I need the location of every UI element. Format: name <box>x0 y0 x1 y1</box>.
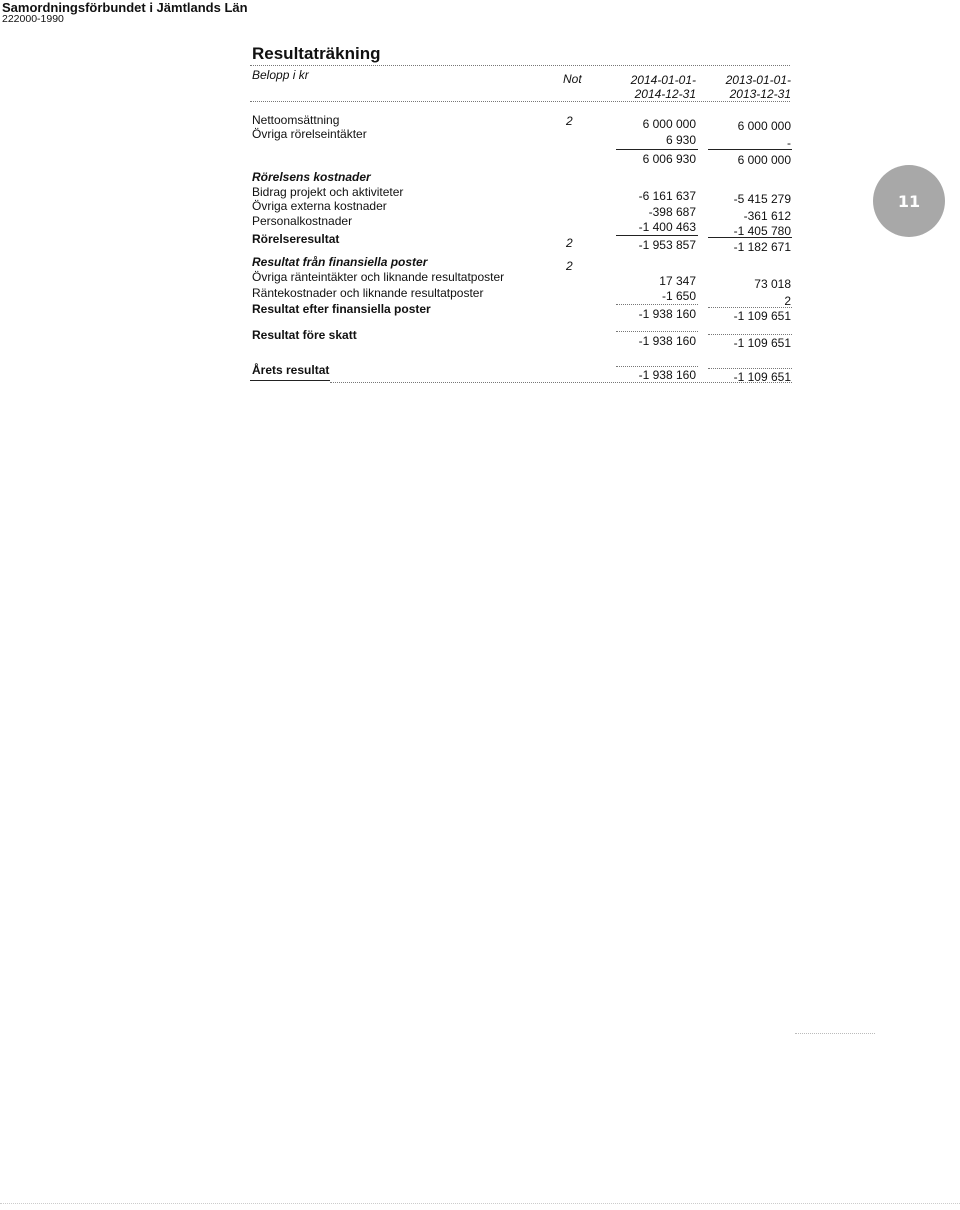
after-financial-label: Resultat efter finansiella poster <box>252 302 431 316</box>
financial-items-note: 2 <box>566 259 573 273</box>
page-title: Resultaträkning <box>252 44 381 63</box>
period-current-end: 2014-12-31 <box>634 87 696 101</box>
project-grants-current: -6 161 637 <box>638 189 696 203</box>
interest-expense-current: -1 650 <box>661 289 696 303</box>
operating-result-label: Rörelseresultat <box>252 232 340 246</box>
net-result-rule-current <box>616 366 698 367</box>
interest-expense-prior: 2 <box>784 294 791 308</box>
page-number-badge: 11 <box>873 165 945 237</box>
interest-income-current: 17 347 <box>659 274 696 288</box>
before-tax-rule-current <box>616 331 698 332</box>
interest-expense-label: Räntekostnader och liknande resultatposter <box>252 286 484 300</box>
net-sales-current: 6 000 000 <box>642 117 696 131</box>
net-result-label-underline <box>250 380 330 381</box>
project-grants-label: Bidrag projekt och aktiviteter <box>252 185 404 199</box>
before-tax-prior: -1 109 651 <box>733 336 791 350</box>
personnel-costs-current: -1 400 463 <box>638 220 696 234</box>
note-column-header: Not <box>563 72 582 86</box>
interest-income-label: Övriga ränteintäkter och liknande resultatposter <box>252 270 505 284</box>
operating-costs-heading: Rörelsens kostnader <box>252 170 371 184</box>
financial-sum-rule-current <box>616 304 698 305</box>
personnel-costs-prior: -1 405 780 <box>733 224 791 238</box>
revenue-total-current: 6 006 930 <box>642 152 696 166</box>
financial-items-heading: Resultat från finansiella poster <box>252 255 428 269</box>
net-sales-label: Nettoomsättning <box>252 113 340 127</box>
organization-name: Samordningsförbundet i Jämtlands Län <box>2 0 248 15</box>
operating-sum-rule-prior <box>708 237 792 238</box>
after-financial-prior: -1 109 651 <box>733 309 791 323</box>
before-tax-label: Resultat före skatt <box>252 328 357 342</box>
period-prior-end: 2013-12-31 <box>729 87 791 101</box>
net-sales-note: 2 <box>566 114 573 128</box>
revenue-sum-rule-prior <box>708 149 792 150</box>
title-underline <box>250 65 790 66</box>
net-result-current: -1 938 160 <box>638 368 696 382</box>
other-income-prior: - <box>787 136 791 150</box>
project-grants-prior: -5 415 279 <box>733 192 791 206</box>
net-result-rule-prior <box>708 368 792 369</box>
header-divider <box>250 101 790 102</box>
revenue-sum-rule-current <box>616 149 698 150</box>
operating-result-note: 2 <box>566 236 573 250</box>
net-sales-prior: 6 000 000 <box>737 119 791 133</box>
external-costs-current: -398 687 <box>648 205 696 219</box>
bottom-divider <box>330 382 792 383</box>
after-financial-current: -1 938 160 <box>638 307 696 321</box>
revenue-total-prior: 6 000 000 <box>737 153 791 167</box>
page-edge-line <box>0 1203 960 1204</box>
financial-sum-rule-prior <box>708 307 792 308</box>
other-income-current: 6 930 <box>665 133 696 147</box>
operating-result-current: -1 953 857 <box>638 238 696 252</box>
period-current-start: 2014-01-01- <box>630 73 696 87</box>
period-prior-start: 2013-01-01- <box>725 73 791 87</box>
operating-result-prior: -1 182 671 <box>733 240 791 254</box>
before-tax-current: -1 938 160 <box>638 334 696 348</box>
unit-label: Belopp i kr <box>252 68 309 82</box>
organization-number: 222000-1990 <box>2 13 64 25</box>
net-result-label: Årets resultat <box>252 363 330 377</box>
external-costs-prior: -361 612 <box>743 209 791 223</box>
operating-sum-rule-current <box>616 235 698 236</box>
external-costs-label: Övriga externa kostnader <box>252 199 387 213</box>
interest-income-prior: 73 018 <box>754 277 791 291</box>
scan-artifact <box>795 1033 875 1034</box>
before-tax-rule-prior <box>708 334 792 335</box>
personnel-costs-label: Personalkostnader <box>252 214 353 228</box>
other-income-label: Övriga rörelseintäkter <box>252 127 367 141</box>
net-result-prior: -1 109 651 <box>733 370 791 384</box>
